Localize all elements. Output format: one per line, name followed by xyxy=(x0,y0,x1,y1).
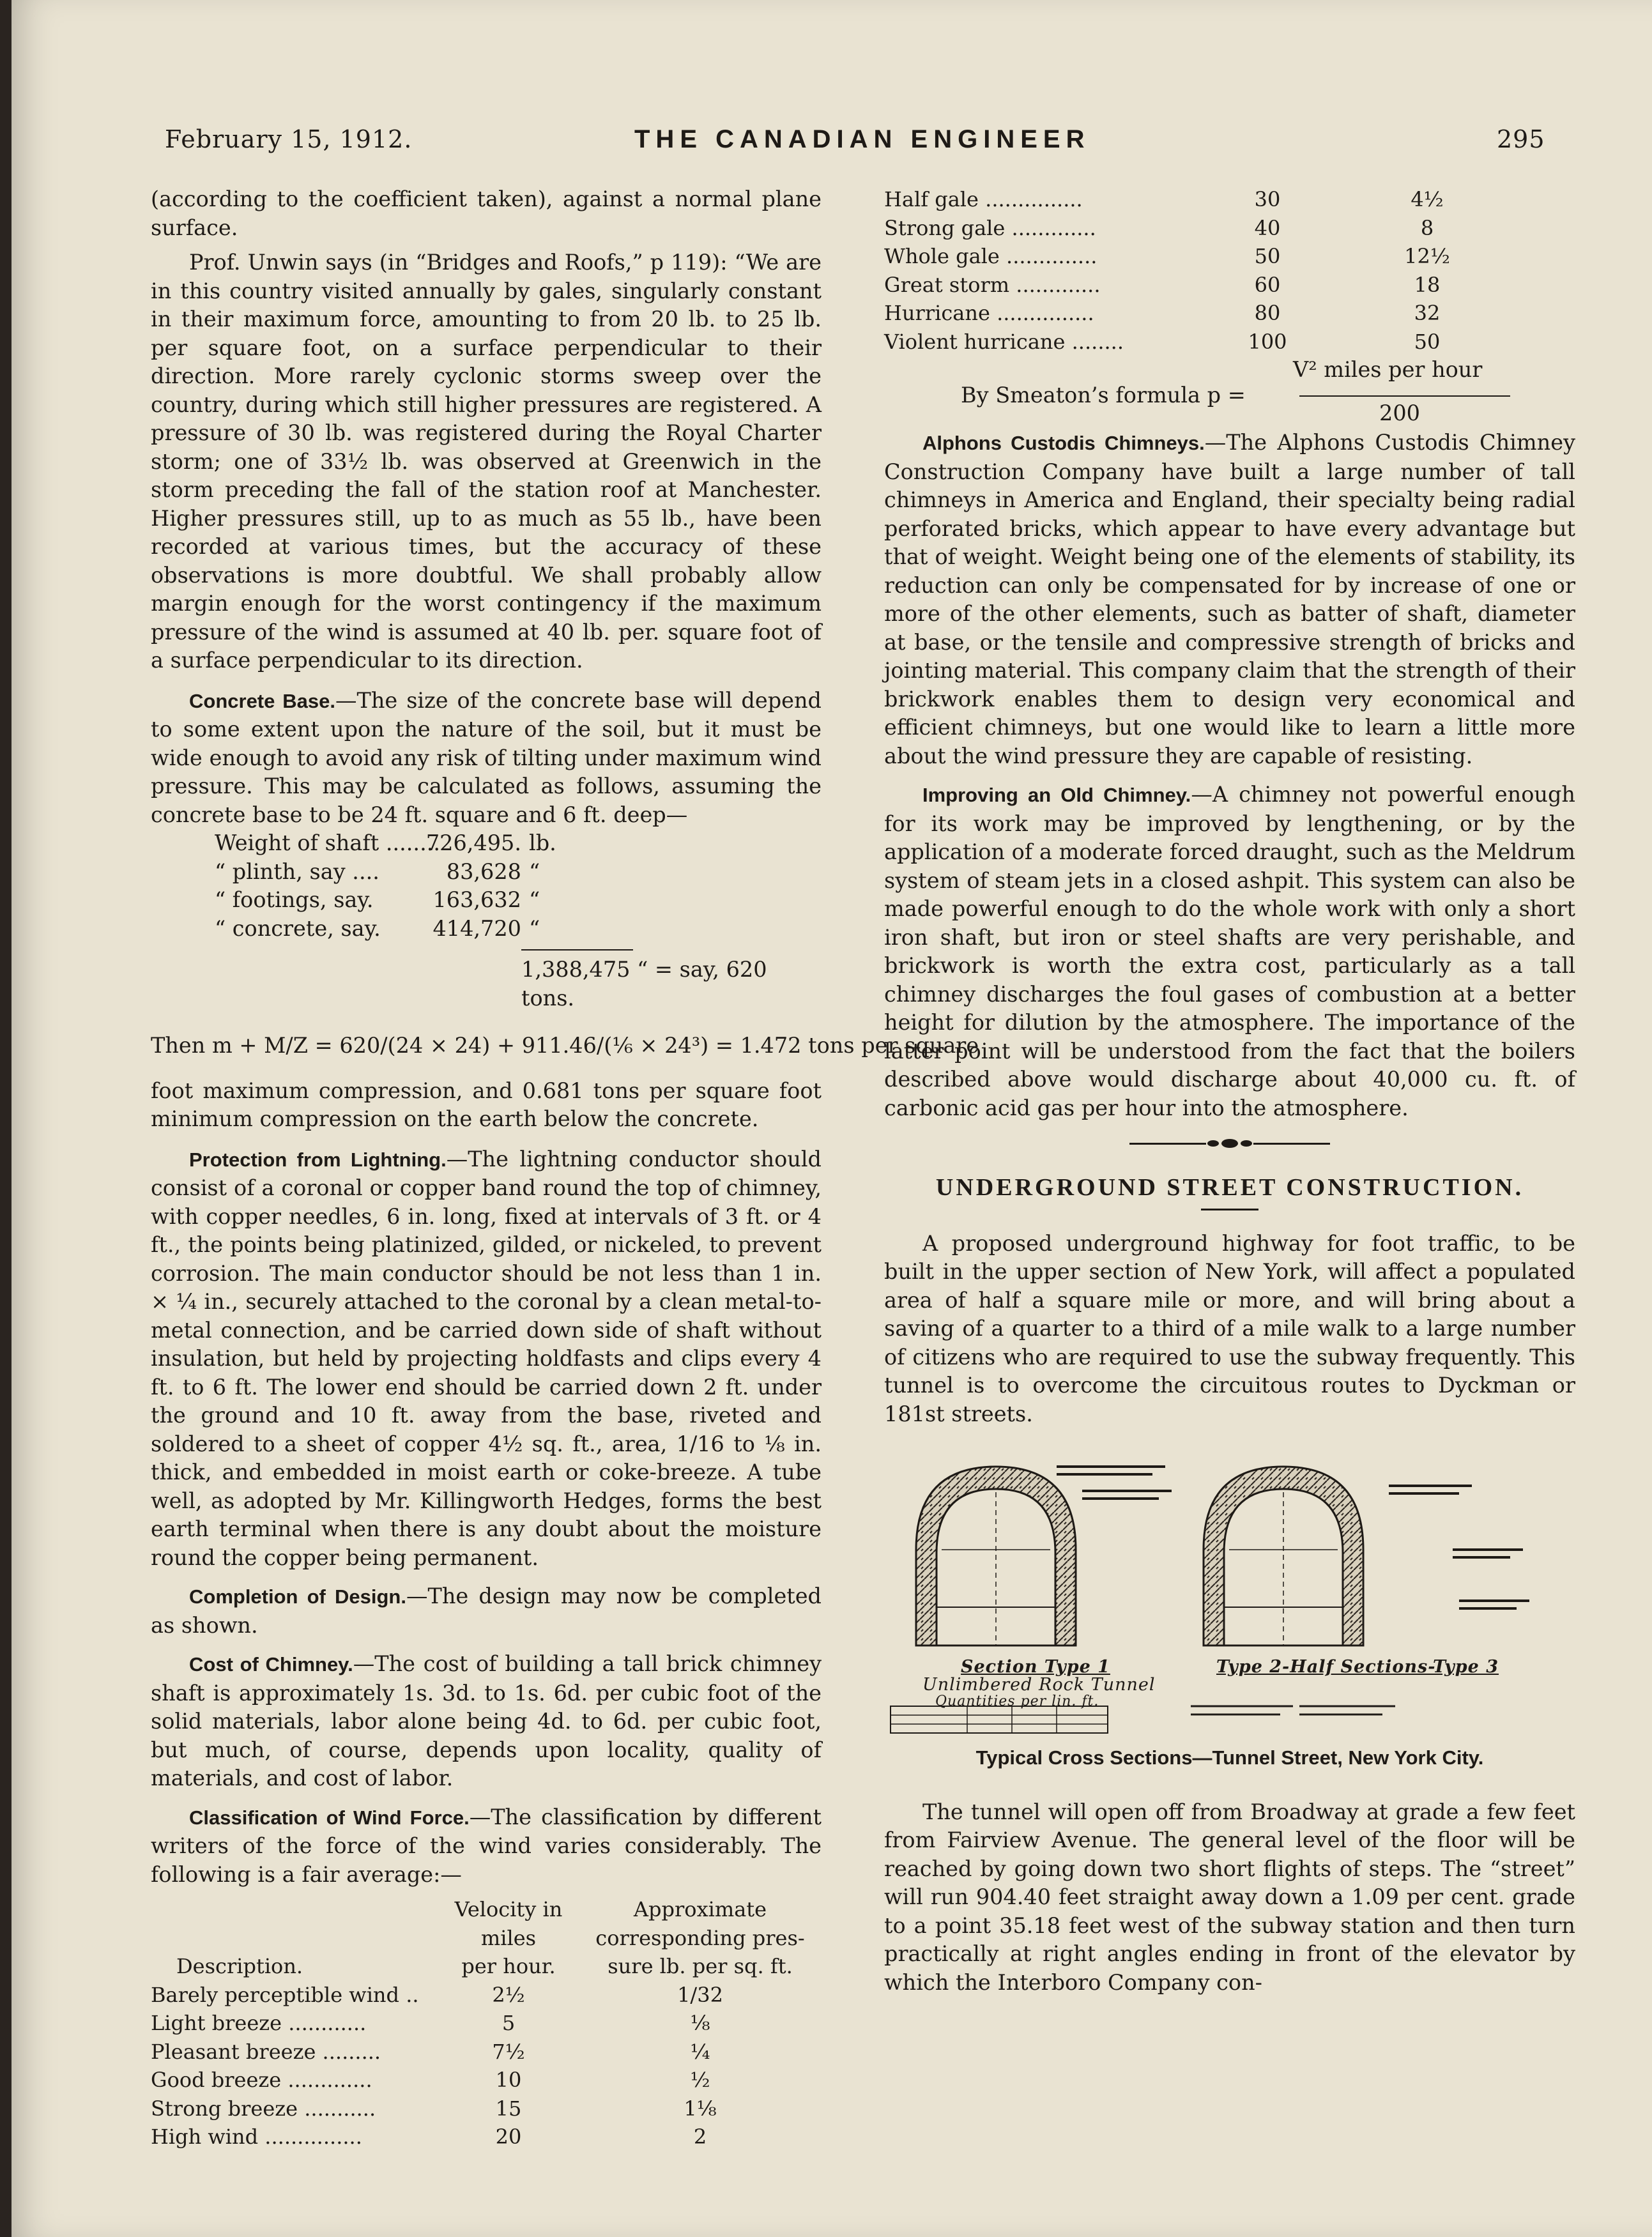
tunnel-cross-section-figure xyxy=(884,1454,1575,1735)
paragraph: foot maximum compression, and 0.681 tons per square foot minimum compression on the earth below the concrete. xyxy=(151,1078,822,1131)
improving-heading: Improving an Old Chimney. xyxy=(922,784,1191,806)
wind-force-table: Velocity in Approximate miles corresponding pres- Description. per hour. sure lb. per sq. ft. Barely perceptible wind .. 2½ 1/32 Light breeze ............ 5 ⅛ Pleasant breeze ......... 7½ ¼ Good breeze ............. 10 ½ Strong breeze ........... 15 1⅛ High wind ............... 20 2 xyxy=(151,1895,822,2151)
weight-row: Weight of shaft ........ 726,495. lb. xyxy=(215,830,556,855)
paragraph: (according to the coefficient taken), against a normal plane surface. xyxy=(151,187,822,240)
unwin-quote: Prof. Unwin says (in “Bridges and Roofs,” p 119): “We are in this country visited annually by gales, singularly constant in their maximum force, amounting to from 20 lb. to 25 lb. per square foot, on a surface perpendicular to their direction. More rarely cyclonic storms sweep over the country, during which still higher pressures are registered. A pressure of 30 lb. was registered during the Royal Charter storm; one of 33½ lb. was observed at Greenwich in the storm preceding the fall of the station roof at Manchester. Higher pressures still, up to as much as 55 lb., have been recorded at various times, but the accuracy of these observations is more doubtful. We shall probably allow margin enough for the worst contingency if the maximum pressure of the wind is assumed at 40 lb. per. square foot of a surface perpendicular to its direction. xyxy=(151,250,822,673)
figure-label-type23: Type 2-Half Sections-Type 3 xyxy=(1216,1657,1499,1677)
lightning-text: —The lightning conductor should consist of a coronal or copper band round the top of chimney, with copper needles, 6 in. long, fixed at intervals of 3 ft. or 4 ft., the points being platinized, gilded, or nickeled, to prevent corrosion. The main conductor should be not less than 1 in. × ¼ in., securely attached to the coronal by a clean metal-to-metal connection, and be carried down side of shaft without insulation, but held by projecting holdfasts and clips every 4 ft. to 6 ft. The lower end should be carried down 2 ft. under the ground and 10 ft. away from the base, riveted and soldered to a sheet of copper 4½ sq. ft., area, 1/16 to ⅛ in. thick, and embedded in moist earth or coke-breeze. A tube well, as adopted by Mr. Killingworth Hedges, forms the best earth terminal when there is any doubt about the moisture round the copper being permanent. xyxy=(151,1146,822,1570)
figure-label-type1: Section Type 1 xyxy=(961,1657,1110,1677)
weights-total: 1,388,475 “ = say, 620 tons. xyxy=(521,957,767,1011)
underground-paragraph: A proposed underground highway for foot traffic, to be built in the upper section of New York, will affect a populated area of half a square mile or more, and will bring about a saving of a quarter to a third of a mile walk to a large number of citizens who are required to use the subway frequently. This tunnel is to overcome the circuitous routes to Dyckman or 181st streets. xyxy=(884,1230,1575,1426)
weight-calculation xyxy=(215,829,822,943)
table-row: Great storm ............. 60 18 xyxy=(884,272,1441,297)
weight-row: “ plinth, say .... 83,628 “ xyxy=(215,859,540,884)
classification-heading: Classification of Wind Force. xyxy=(189,1806,470,1829)
title-rule xyxy=(1201,1209,1258,1210)
lightning-heading: Protection from Lightning. xyxy=(189,1148,447,1171)
table-row: Hurricane ............... 80 32 xyxy=(884,301,1441,325)
completion-paragraph: Completion of Design.—The design may now be completed as shown. xyxy=(151,1584,822,1638)
underground-paragraph-2: The tunnel will open off from Broadway at grade a few feet from Fairview Avenue. The general level of the floor will be reached by going down two short flights of steps. The “street” will run 904.40 feet straight away down a 1.09 per cent. grade to a point 35.18 feet west of the subway station and then turn practically at right angles ending in front of the elevator by which the Interboro Company con- xyxy=(884,1799,1575,1995)
table-row: Half gale ............... 30 4½ xyxy=(884,187,1444,211)
section-divider-ornament xyxy=(884,1139,1575,1148)
header-title: THE CANADIAN ENGINEER xyxy=(634,125,1090,153)
cost-paragraph: Cost of Chimney.—The cost of building a tall brick chimney shaft is approximately 1s. 3d. to 1s. 6d. per cubic foot of the solid materials, labor alone being 4d. to 6d. per cubic foot, but much, of course, depends upon locality, quality of materials, and cost of labor. xyxy=(151,1651,822,1790)
lightning-paragraph xyxy=(151,1145,822,1573)
table-row: High wind ............... 20 2 xyxy=(151,2125,707,2149)
improving-paragraph: Improving an Old Chimney.—A chimney not powerful enough for its work may be improved by lengthening, or by the application of a moderate forced draught, such as the Meldrum system of steam jets in a closed ashpit. This system can also be made powerful enough to do the whole work with only a short iron shaft, but iron or steel shafts are very perishable, and brickwork is worth the extra cost, particularly as a tall chimney discharges the foul gases of combustion at a better height for dilution by the atmosphere. The importance of the latter point will be understood from the fact that the boilers described above would discharge about 40,000 cu. ft. of carbonic acid gas per hour into the atmosphere. xyxy=(884,782,1576,1120)
concrete-base-text: —The size of the concrete base will depend to some extent upon the nature of the soil, but it must be wide enough to avoid any risk of tilting under maximum wind pressure. This may be calculated as follows, assuming the concrete base to be 24 ft. square and 6 ft. deep— xyxy=(151,687,822,827)
page-number: 295 xyxy=(1497,125,1545,153)
table-row: Strong breeze ........... 15 1⅛ xyxy=(151,2096,717,2121)
table-row: Violent hurricane ........ 100 50 xyxy=(884,329,1441,354)
table-row: Good breeze ............. 10 ½ xyxy=(151,2068,710,2092)
weight-row: “ concrete, say. 414,720 “ xyxy=(215,915,540,941)
wind-force-table-continued xyxy=(884,185,1536,356)
table-row: Whole gale .............. 50 12½ xyxy=(884,244,1450,268)
concrete-base-heading: Concrete Base. xyxy=(189,689,336,712)
classification-paragraph: Classification of Wind Force.—The classification by different writers of the force of the wind varies considerably. The following is a fair average:— xyxy=(151,1804,822,1887)
description-header: Description. xyxy=(176,1954,303,1978)
header-date: February 15, 1912. xyxy=(165,125,413,153)
alphons-heading: Alphons Custodis Chimneys. xyxy=(922,432,1205,454)
table-row: Pleasant breeze ......... 7½ ¼ xyxy=(151,2039,710,2064)
concrete-base-paragraph xyxy=(151,687,822,830)
moment-formula: Then m + M/Z = 620/(24 × 24) + 911.46/(⅙ × 24³) = 1.472 tons per square xyxy=(151,1033,979,1058)
right-column xyxy=(884,185,1575,1997)
figure-label-quantities: Quantities per lin. ft. xyxy=(935,1693,1099,1709)
sum-rule xyxy=(521,949,633,952)
alphons-paragraph: Alphons Custodis Chimneys.—The Alphons Custodis Chimney Construction Company have built a large number of tall chimneys in America and England, their specialty being radial perforated bricks, which appear to have every advantage but that of weight. Weight being one of the elements of stability, its reduction can only be compensated for by increase of one or more of the other elements, such as batter of shaft, diameter at base, or the tensile and compressive strength of bricks and jointing material. This company claim that the strength of their brickwork enables them to design very economical and efficient chimneys, but one would like to learn a little more about the wind pressure they are capable of resisting. xyxy=(884,430,1575,768)
table-row: Barely perceptible wind .. 2½ 1/32 xyxy=(151,1982,723,2007)
weight-row: “ footings, say. 163,632 “ xyxy=(215,887,540,912)
completion-heading: Completion of Design. xyxy=(189,1585,406,1608)
table-row: Light breeze ............ 5 ⅛ xyxy=(151,2011,710,2035)
section-title: UNDERGROUND STREET CONSTRUCTION. xyxy=(935,1174,1524,1201)
table-row: Strong gale ............. 40 8 xyxy=(884,215,1434,240)
left-column xyxy=(151,185,979,2151)
figure-label-type1-sub: Unlimbered Rock Tunnel xyxy=(922,1675,1156,1695)
smeaton-formula: V² miles per hour By Smeaton’s formula p = 200 xyxy=(884,356,1575,426)
newspaper-page xyxy=(11,0,1652,2237)
table-header-row: Velocity in Approximate xyxy=(454,1897,767,1921)
cost-heading: Cost of Chimney. xyxy=(189,1653,353,1676)
figure-caption: Typical Cross Sections—Tunnel Street, New York City. xyxy=(975,1746,1484,1769)
